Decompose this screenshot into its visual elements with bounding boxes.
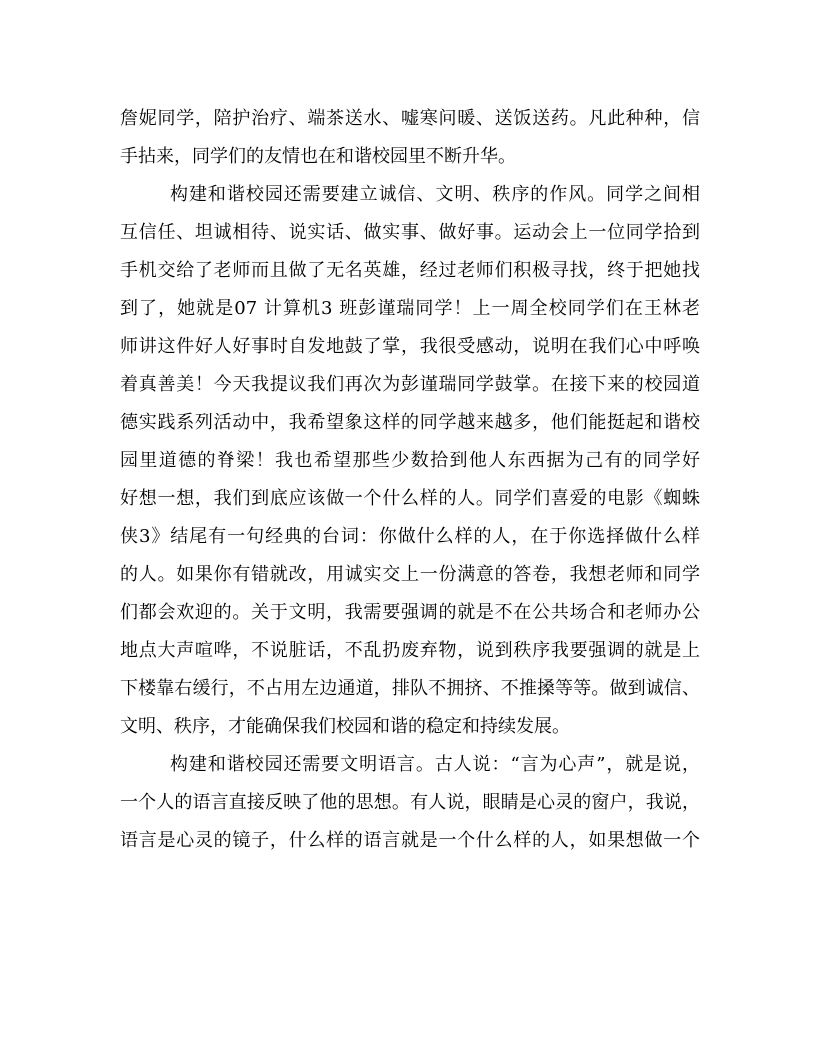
text-line: 地点大声喧哗，不说脏话，不乱扔废弃物，说到秩序我要强调的就是上 <box>120 640 700 661</box>
text-line: 詹妮同学，陪护治疗、端茶送水、嘘寒问暖、送饭送药。凡此种种，信 <box>120 108 700 129</box>
paragraph-start-line: 构建和谐校园还需要建立诚信、文明、秩序的作风。同学之间相 <box>170 184 700 205</box>
text-line: 们都会欢迎的。关于文明，我需要强调的就是不在公共场合和老师办公 <box>120 602 700 623</box>
body-text <box>120 100 700 860</box>
text-line: 一个人的语言直接反映了他的思想。有人说，眼睛是心灵的窗户，我说， <box>120 792 700 813</box>
text-line: 着真善美！今天我提议我们再次为彭谨瑞同学鼓掌。在接下来的校园道 <box>120 374 700 395</box>
text-line: 师讲这件好人好事时自发地鼓了掌，我很受感动，说明在我们心中呼唤 <box>120 336 700 357</box>
text-line: 园里道德的脊梁！我也希望那些少数拾到他人东西据为己有的同学好 <box>120 450 700 471</box>
text-line: 文明、秩序，才能确保我们校园和谐的稳定和持续发展。 <box>120 716 570 737</box>
text-line: 互信任、坦诚相待、说实话、做实事、做好事。运动会上一位同学拾到 <box>120 222 700 243</box>
text-line: 手拈来，同学们的友情也在和谐校园里不断升华。 <box>120 146 516 167</box>
text-line: 好想一想，我们到底应该做一个什么样的人。同学们喜爱的电影《蜘蛛 <box>120 488 700 509</box>
text-line: 语言是心灵的镜子，什么样的语言就是一个什么样的人，如果想做一个 <box>120 830 700 851</box>
paragraph-start-line: 构建和谐校园还需要文明语言。古人说：“言为心声”，就是说， <box>170 754 700 775</box>
text-line: 的人。如果你有错就改，用诚实交上一份满意的答卷，我想老师和同学 <box>120 564 700 585</box>
text-line: 手机交给了老师而且做了无名英雄，经过老师们积极寻找，终于把她找 <box>120 260 700 281</box>
text-line: 下楼靠右缓行，不占用左边通道，排队不拥挤、不推搡等等。做到诚信、 <box>120 678 700 699</box>
text-line: 德实践系列活动中，我希望象这样的同学越来越多，他们能挺起和谐校 <box>120 412 700 433</box>
text-line: 到了，她就是07 计算机3 班彭谨瑞同学！上一周全校同学们在王林老 <box>120 298 700 319</box>
text-line: 侠3》结尾有一句经典的台词：你做什么样的人，在于你选择做什么样 <box>120 526 700 547</box>
